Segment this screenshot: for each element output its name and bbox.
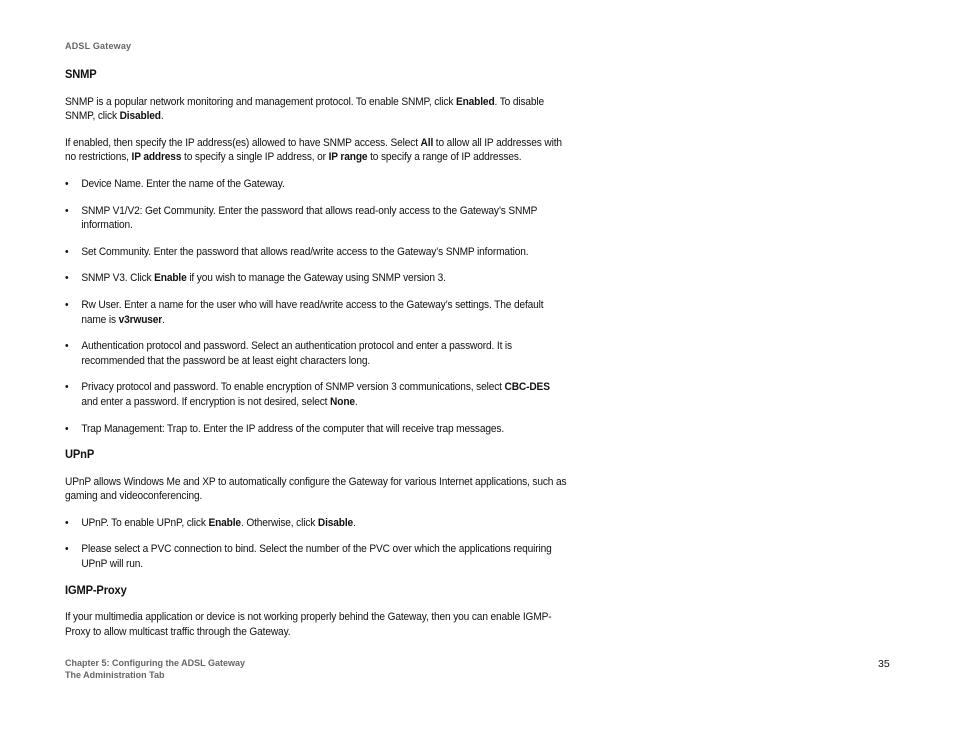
text-run: . To disable SNMP, click: [65, 95, 545, 123]
list-item: • Trap Management: Trap to. Enter the IP address of the computer that will receive trap messages.: [65, 422, 569, 437]
text-run: Privacy protocol and password. To enable encryption of SNMP version 3 communications, select: [81, 381, 505, 394]
bold-run: Enable: [154, 272, 187, 285]
list-item: [65, 271, 569, 286]
bold-run: CBC-DES: [504, 381, 550, 394]
list-item: • SNMP V1/V2: Get Community. Enter the password that allows read-only access to the Gateway’s SNMP information.: [65, 204, 569, 233]
list-item: [65, 516, 569, 531]
bold-run: v3rwuser: [118, 313, 163, 326]
text-run: .: [353, 516, 356, 529]
list-item: • Please select a PVC connection to bind. Select the number of the PVC over which the applications requiring UPnP will run.: [65, 542, 569, 571]
snmp-bullet-list: [65, 177, 569, 436]
running-header: ADSL Gateway: [65, 41, 132, 51]
snmp-paragraph-2: [65, 136, 569, 165]
text-run: and enter a password. If encryption is not desired, select: [81, 395, 331, 408]
section-title-upnp: UPnP: [65, 448, 95, 462]
igmp-paragraph-1: If your multimedia application or device is not working properly behind the Gateway, then you can enable IGMP-Proxy to allow multicast traffic through the Gateway.: [65, 611, 552, 638]
upnp-paragraph-1: UPnP allows Windows Me and XP to automatically configure the Gateway for various Internet applications, such as gaming and videoconferencing.: [65, 475, 567, 503]
list-item: [65, 380, 569, 409]
section-title-igmp-proxy: IGMP-Proxy: [65, 583, 127, 597]
text-run: to specify a range of IP addresses.: [367, 151, 522, 164]
list-item: • Authentication protocol and password. Select an authentication protocol and enter a password. It is recommended that the password be at least eight characters long.: [65, 339, 569, 368]
bold-run: Disable: [317, 516, 354, 529]
text-run: to specify a single IP address, or: [181, 151, 329, 164]
page-body: [65, 68, 569, 651]
bold-run: Enabled: [455, 95, 495, 108]
page-footer: [65, 657, 245, 681]
text-run: .: [160, 110, 164, 123]
text-run: SNMP V3. Click: [81, 272, 155, 285]
page-number: 35: [878, 658, 890, 670]
list-item: • Set Community. Enter the password that allows read/write access to the Gateway’s SNMP information.: [65, 245, 569, 260]
text-run: SNMP is a popular network monitoring and management protocol. To enable SNMP, click: [65, 95, 456, 108]
text-run: if you wish to manage the Gateway using SNMP version 3.: [186, 272, 446, 285]
list-item: [65, 298, 569, 327]
bold-run: IP range: [328, 151, 368, 164]
text-run: If enabled, then specify the IP address(es) allowed to have SNMP access. Select: [65, 136, 421, 149]
text-run: Rw User. Enter a name for the user who will have read/write access to the Gateway’s settings. The default name is: [81, 298, 544, 326]
bold-run: IP address: [131, 151, 182, 164]
bold-run: Disabled: [119, 110, 161, 123]
bold-run: None: [330, 395, 355, 408]
upnp-bullet-list: [65, 516, 569, 572]
text-run: UPnP. To enable UPnP, click: [81, 516, 209, 529]
text-run: .: [162, 313, 165, 326]
footer-chapter: Chapter 5: Configuring the ADSL Gateway: [65, 658, 246, 668]
section-title-snmp: SNMP: [65, 68, 97, 81]
text-run: .: [354, 395, 358, 408]
bold-run: All: [420, 136, 434, 149]
footer-subsection: The Administration Tab: [65, 670, 165, 680]
bold-run: Enable: [208, 516, 241, 529]
text-run: to allow all IP addresses with no restrictions,: [65, 136, 562, 164]
text-run: . Otherwise, click: [240, 516, 318, 529]
list-item: • Device Name. Enter the name of the Gateway.: [65, 177, 569, 192]
snmp-paragraph-1: [65, 95, 569, 124]
